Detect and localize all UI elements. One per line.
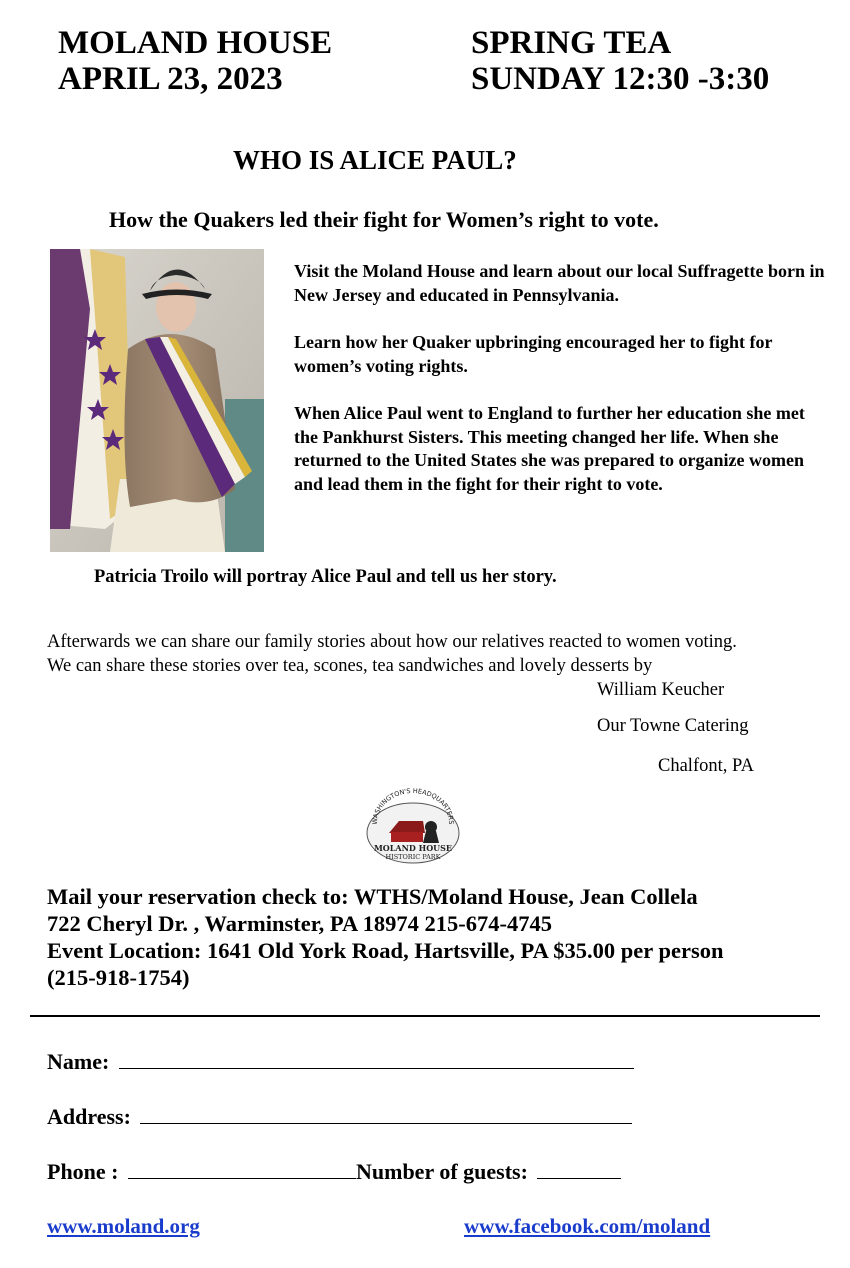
name-row [47, 1048, 634, 1075]
phone-row [47, 1158, 621, 1185]
facebook-link[interactable]: www.facebook.com/moland [464, 1214, 711, 1238]
page-title: WHO IS ALICE PAUL? [233, 145, 517, 175]
address-row [47, 1103, 632, 1130]
header-right [471, 25, 769, 97]
name-field[interactable] [119, 1048, 634, 1069]
header-event: SPRING TEA [471, 25, 672, 61]
header-left [58, 25, 332, 97]
logo-arc-text: WASHINGTON'S HEADQUARTERS [370, 786, 456, 825]
moland-house-logo [363, 785, 463, 867]
name-label: Name: [47, 1049, 110, 1074]
logo-subname: HISTORIC PARK [385, 853, 441, 861]
mail-line2: 722 Cheryl Dr. , Warminster, PA 18974 215-674-4745 [47, 911, 552, 936]
logo-emblem [363, 785, 463, 867]
caterer-name: William Keucher [597, 680, 725, 700]
mail-line1: Mail your reservation check to: WTHS/Moland House, Jean Collela [47, 884, 698, 909]
mail-info [47, 883, 723, 991]
mail-line4: (215-918-1754) [47, 965, 190, 990]
england-paragraph: When Alice Paul went to England to further her education she met the Pankhurst Sisters. This meeting changed her life. When she returned to the United States she was prepared to organize women and lead them in the fight for their right to vote. [294, 403, 805, 494]
page-subtitle: How the Quakers led their fight for Women’s right to vote. [109, 207, 659, 232]
afterwards-line2: We can share these stories over tea, scones, tea sandwiches and lovely desserts by [47, 656, 653, 676]
mail-line3: Event Location: 1641 Old York Road, Hartsville, PA $35.00 per person [47, 938, 724, 963]
portrayal-note: Patricia Troilo will portray Alice Paul and tell us her story. [94, 567, 557, 587]
website-link[interactable]: www.moland.org [47, 1214, 200, 1238]
logo-name: MOLAND HOUSE [373, 843, 453, 853]
quaker-paragraph: Learn how her Quaker upbringing encouraged her to fight for women’s voting rights. [294, 332, 773, 376]
header-time: SUNDAY 12:30 -3:30 [471, 61, 770, 97]
caterer-location: Chalfont, PA [658, 756, 754, 776]
phone-field[interactable] [128, 1158, 356, 1179]
guests-label: Number of guests: [356, 1159, 528, 1184]
afterwards-line1: Afterwards we can share our family stories about how our relatives reacted to women voting. [47, 632, 737, 652]
guests-field[interactable] [537, 1158, 621, 1179]
divider-line [30, 1015, 820, 1017]
address-field[interactable] [140, 1103, 632, 1124]
caterer-company: Our Towne Catering [597, 716, 749, 736]
address-label: Address: [47, 1104, 131, 1129]
alice-paul-portrait-photo [50, 249, 264, 552]
header-venue: MOLAND HOUSE [58, 25, 333, 61]
header-date: APRIL 23, 2023 [58, 61, 283, 97]
intro-paragraph: Visit the Moland House and learn about our local Suffragette born in New Jersey and educated in Pennsylvania. [294, 261, 825, 305]
phone-label: Phone : [47, 1159, 119, 1184]
